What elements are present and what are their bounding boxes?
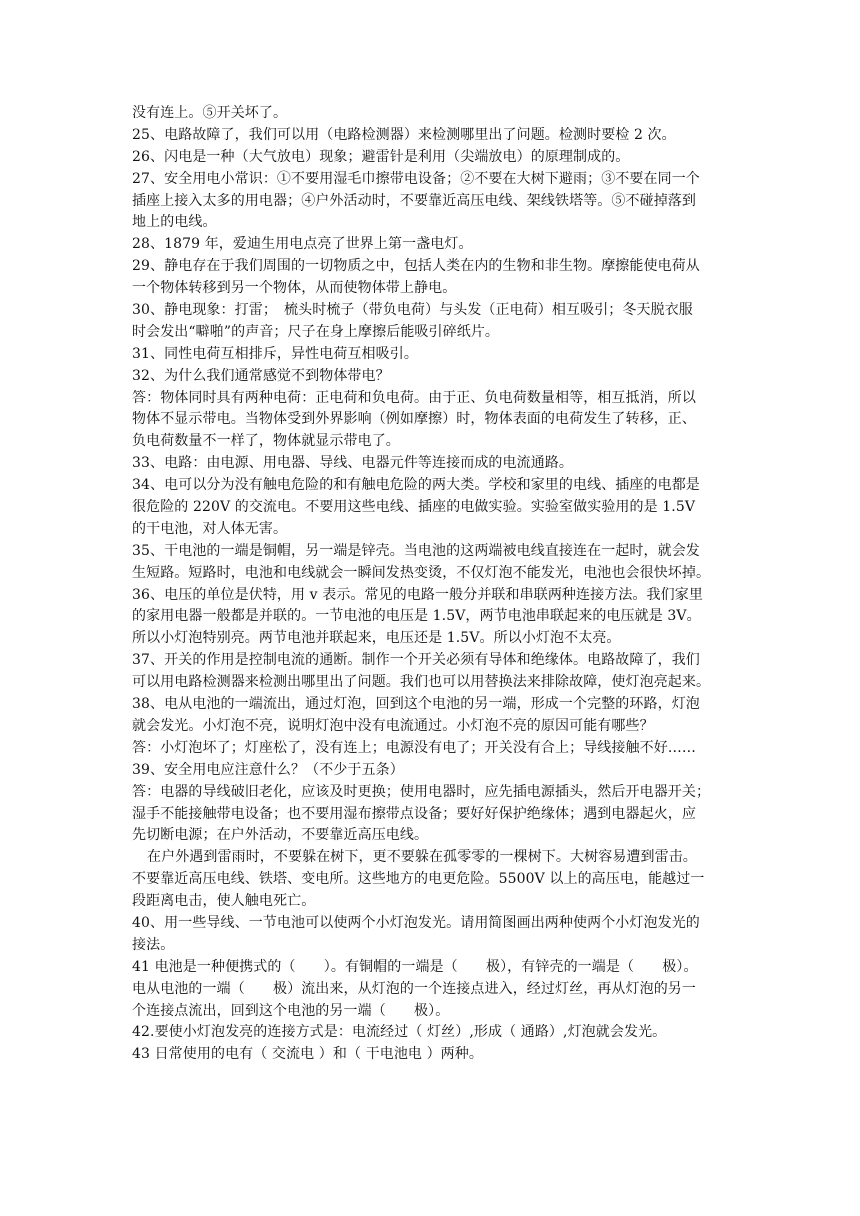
text-line: 电从电池的一端（ 极）流出来，从灯泡的一个连接点进入，经过灯丝，再从灯泡的另一: [132, 980, 696, 997]
text-line: 所以小灯泡特别亮。两节电池并联起来，电压还是 1.5V。所以小灯泡不太亮。: [132, 630, 621, 647]
text-line: 一个物体转移到另一个物体，从而使物体带上静电。: [132, 280, 457, 297]
item-33: 33、电路：由电源、用电器、导线、电器元件等连接而成的电流通路。: [132, 455, 574, 472]
text-line: 没有连上。⑤开关坏了。: [132, 105, 288, 121]
item-37: 37、开关的作用是控制电流的通断。制作一个开关必须有导体和绝缘体。电路故障了，我们: [132, 652, 700, 669]
text-line: 可以用电路检测器来检测出哪里出了问题。我们也可以用替换法来排除故障，使灯泡亮起来。: [132, 674, 711, 691]
item-40: 40、用一些导线、一节电池可以使两个小灯泡发光。请用简图画出两种使两个小灯泡发光的: [132, 914, 700, 931]
text-line: 插座上接入太多的用电器；④户外活动时，不要靠近高压电线、架线铁塔等。⑤不碰掉落到: [132, 192, 696, 209]
text-line: 负电荷数量不一样了，物体就显示带电了。: [132, 433, 400, 450]
indented-paragraph-line: 在户外遇到雷雨时，不要躲在树下，更不要躲在孤零零的一棵树下。大树容易遭到雷击。: [147, 849, 697, 866]
text-line: 物体不显示带电。当物体受到外界影响（例如摩擦）时，物体表面的电荷发生了转移，正、: [132, 411, 696, 428]
item-31: 31、同性电荷互相排斥，异性电荷互相吸引。: [132, 345, 418, 362]
text-line: 先切断电源；在户外活动，不要靠近高压电线。: [132, 827, 429, 844]
item-35: 35、干电池的一端是铜帽，另一端是锌壳。当电池的这两端被电线直接连在一起时，就会发: [132, 542, 700, 559]
item-38: 38、电从电池的一端流出，通过灯泡，回到这个电池的另一端，形成一个完整的环路，灯泡: [132, 696, 700, 713]
answer-line: 答：小灯泡坏了；灯座松了，没有连上；电源没有电了；开关没有合上；导线接触不好……: [132, 739, 696, 756]
text-line: 很危险的 220V 的交流电。不要用这些电线、插座的电做实验。实验室做实验用的是 1.5V: [132, 499, 696, 516]
item-30: 30、静电现象：打雷； 梳头时梳子（带负电荷）与头发（正电荷）相互吸引；冬天脱衣服: [132, 302, 693, 319]
item-42: 42.要使小灯泡发亮的连接方式是：电流经过（ 灯丝）,形成（ 通路）,灯泡就会发光。: [132, 1024, 667, 1041]
item-26: 26、闪电是一种（大气放电）现象；避雷针是利用（尖端放电）的原理制成的。: [132, 148, 630, 165]
text-line: 段距离电击，使人触电死亡。: [132, 893, 316, 910]
item-27: 27、安全用电小常识：①不要用湿毛巾擦带电设备；②不要在大树下避雨；③不要在同一个: [132, 170, 700, 187]
answer-line: 答：物体同时具有两种电荷：正电荷和负电荷。由于正、负电荷数量相等，相互抵消，所以: [132, 389, 696, 406]
text-line: 湿手不能接触带电设备；也不要用湿布擦带点设备；要好好保护绝缘体；遇到电器起火，应: [132, 805, 696, 822]
text-line: 就会发光。小灯泡不亮，说明灯泡中没有电流通过。小灯泡不亮的原因可能有哪些？: [132, 717, 654, 734]
text-line: 时会发出“噼啪”的声音；尺子在身上摩擦后能吸引碎纸片。: [132, 323, 500, 340]
item-34: 34、电可以分为没有触电危险的和有触电危险的两大类。学校和家里的电线、插座的电都是: [132, 477, 700, 494]
text-line: 的家用电器一般都是并联的。一节电池的电压是 1.5V，两节电池串联起来的电压就是 3V。: [132, 608, 701, 625]
item-43: 43 日常使用的电有（ 交流电 ）和（ 干电池电 ）两种。: [132, 1046, 483, 1063]
item-32: 32、为什么我们通常感觉不到物体带电？: [132, 367, 390, 384]
item-28: 28、1879 年，爱迪生用电点亮了世界上第一盏电灯。: [132, 236, 473, 253]
text-line: 地上的电线。: [132, 214, 217, 231]
text-line: 生短路。短路时，电池和电线就会一瞬间发热变烫，不仅灯泡不能发光，电池也会很快坏掉。: [132, 564, 711, 581]
text-line: 接法。: [132, 936, 175, 953]
item-41: 41 电池是一种便携式的（ ）。有铜帽的一端是（ 极），有锌壳的一端是（ 极）。: [132, 958, 698, 975]
item-25: 25、电路故障了，我们可以用（电路检测器）来检测哪里出了问题。检测时要检 2 次。: [132, 126, 676, 143]
text-line: 个连接点流出，回到这个电池的另一端（ 极）。: [132, 1002, 450, 1019]
item-29: 29、静电存在于我们周围的一切物质之中，包括人类在内的生物和非生物。摩擦能使电荷从: [132, 258, 700, 275]
text-line: 的干电池，对人体无害。: [132, 520, 288, 537]
item-39: 39、安全用电应注意什么？（不少于五条）: [132, 761, 404, 778]
answer-line: 答：电器的导线破旧老化，应该及时更换；使用电器时，应先插电源插头，然后开电器开关；: [132, 783, 711, 800]
item-36: 36、电压的单位是伏特，用 v 表示。常见的电路一般分并联和串联两种连接方法。我们家里: [132, 586, 703, 603]
text-line: 不要靠近高压电线、铁塔、变电所。这些地方的电更危险。5500V 以上的高压电，能越过一: [132, 871, 705, 888]
